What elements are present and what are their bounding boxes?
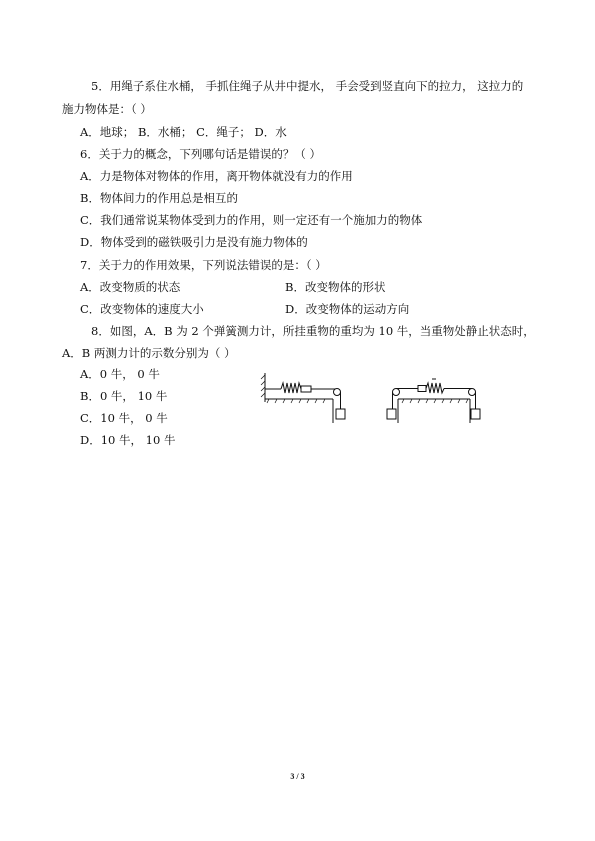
- q6-option-a: A．力是物体对物体的作用，离开物体就没有力的作用: [80, 169, 353, 183]
- q8-option-c: C．10 牛， 0 牛: [80, 411, 168, 425]
- q8-option-a: A．0 牛， 0 牛: [80, 367, 160, 381]
- q6-option-b: B．物体间力的作用总是相互的: [80, 191, 238, 205]
- q8-stem-line1: 8．如图，A．B 为 2 个弹簧测力计，所挂重物的重均为 10 牛，当重物处静止状态时，: [91, 324, 535, 338]
- q8-stem-line2: A．B 两测力计的示数分别为（ ）: [62, 346, 236, 360]
- q7-option-d: D．改变物体的运动方向: [285, 302, 410, 316]
- q7-option-c: C．改变物体的速度大小: [80, 302, 204, 316]
- q5-stem-line2: 施力物体是：（ ）: [62, 102, 152, 116]
- q8-option-b: B．0 牛， 10 牛: [80, 389, 168, 403]
- q6-option-d: D．物体受到的磁铁吸引力是没有施力物体的: [80, 235, 308, 249]
- figure-spring-scale-a: [255, 365, 365, 425]
- q5-stem-line1: 5．用绳子系住水桶， 手抓住绳子从井中提水， 手会受到竖直向下的拉力， 这拉力的: [91, 79, 524, 93]
- q5-options: A．地球； B．水桶； C．绳子； D．水: [80, 125, 287, 139]
- q7-stem: 7．关于力的作用效果，下列说法错误的是：（ ）: [80, 258, 327, 272]
- q7-option-b: B．改变物体的形状: [285, 280, 386, 294]
- figure-spring-scale-b: [380, 365, 490, 425]
- q6-stem: 6．关于力的概念，下列哪句话是错误的？（ ）: [80, 147, 321, 161]
- q7-option-a: A．改变物质的状态: [80, 280, 181, 294]
- q6-option-c: C．我们通常说某物体受到力的作用，则一定还有一个施加力的物体: [80, 213, 423, 227]
- q8-option-d: D．10 牛， 10 牛: [80, 433, 176, 447]
- page-number: 3 / 3: [290, 772, 305, 781]
